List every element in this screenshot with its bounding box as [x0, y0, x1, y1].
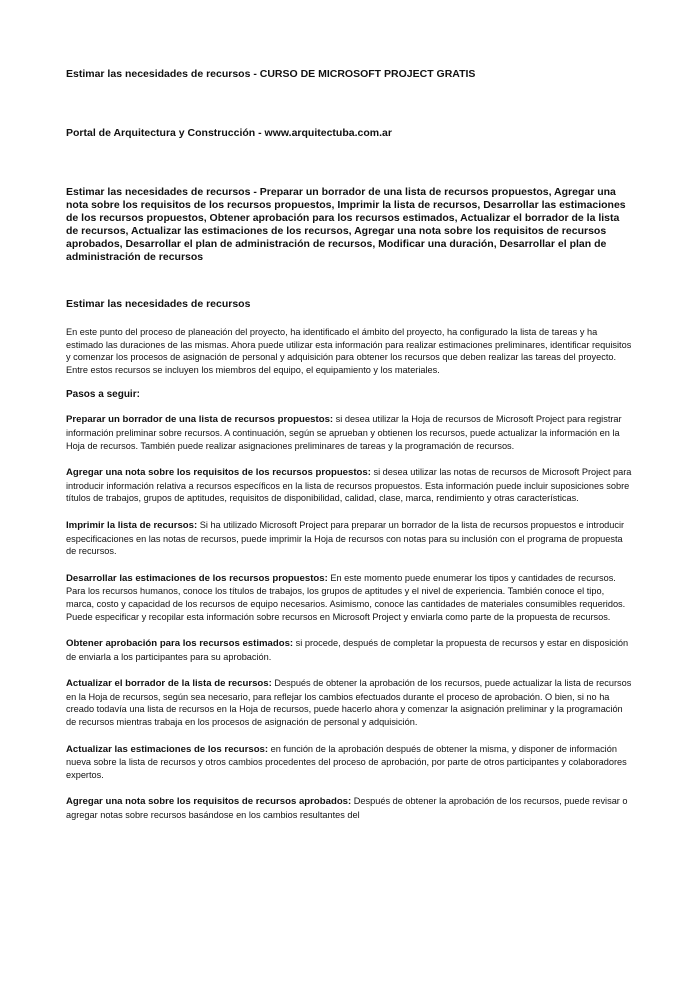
step-title: Actualizar las estimaciones de los recursos:: [66, 743, 269, 755]
document-body: [66, 298, 632, 836]
step-item: [66, 413, 632, 452]
steps-heading: Pasos a seguir:: [66, 389, 140, 401]
intro-paragraph: En este punto del proceso de planeación del proyecto, ha identificado el ámbito del proyecto, ha configurado la lista de tareas y ha estimado las duraciones de las mismas. Ahora puede utilizar esta información para realizar estimaciones preliminares, identificar requisitos y comenzar los procesos de asignación de personal y adquisición para obtener los recursos que deben realizar las tareas del proyecto. Entre estos recursos se incluyen los miembros del equipo, el equipamiento y los materiales.: [66, 327, 632, 375]
step-title: Agregar una nota sobre los requisitos de recursos aprobados:: [66, 796, 352, 808]
step-item: [66, 637, 632, 663]
step-item: [66, 795, 632, 821]
step-item: [66, 519, 632, 558]
section-heading: Estimar las necesidades de recursos: [66, 298, 251, 310]
summary-paragraph: Estimar las necesidades de recursos - Preparar un borrador de una lista de recursos propuestos, Agregar una nota sobre los requisitos de los recursos propuestos, Imprimir la lista de recursos, Desarrollar las estimaciones de los recursos propuestos, Obtener aprobación para los recursos estimados, Actualizar el borrador de la lista de recursos, Actualizar las estimaciones de los recursos, Agregar una nota sobre los requisitos de recursos aprobados, Desarrollar el plan de administración de recursos, Modificar una duración, Desarrollar el plan de administración de recursos: [66, 186, 626, 263]
portal-line: Portal de Arquitectura y Construcción - www.arquitectuba.com.ar: [66, 127, 392, 139]
step-text: si procede, después de completar la propuesta de recursos y estar en disposición de enviarla a los participantes para su aprobación.: [66, 638, 629, 662]
step-item: [66, 743, 632, 782]
step-item: [66, 677, 632, 728]
step-item: [66, 572, 632, 623]
step-title: Imprimir la lista de recursos:: [66, 519, 198, 531]
step-text: en función de la aprobación después de obtener la misma, y disponer de información nueva sobre la lista de recursos y otros cambios procedentes del proceso de aprobación, por parte de otros participantes y colaboradores expertos.: [66, 743, 627, 780]
step-title: Desarrollar las estimaciones de los recursos propuestos:: [66, 572, 328, 584]
step-text: Después de obtener la aprobación de los recursos, puede actualizar la lista de recursos en la Hoja de recursos, según sea necesario, para reflejar los cambios efectuados durante el proceso de aprobación. O bien, si no ha creado todavía una lista de recursos en la Hoja de recursos, puede hacerlo ahora y comenzar la asignación preliminar y la programación de recursos mientras trabaja en los procesos de asignación de personal y adquisición.: [66, 678, 632, 728]
step-title: Obtener aprobación para los recursos estimados:: [66, 638, 294, 650]
step-text: En este momento puede enumerar los tipos y cantidades de recursos. Para los recursos humanos, conoce los títulos de trabajos, los grupos de aptitudes y el nivel de experiencia. También conoce el tipo, marca, costo y capacidad de los recursos de equipo necesarios. Asimismo, conoce las cantidades de materiales consumibles requeridos. Puede especificar y recopilar esta información sobre recursos en Microsoft Project y enviarla como parte de la propuesta de recursos.: [66, 572, 626, 622]
step-title: Preparar un borrador de una lista de recursos propuestos:: [66, 414, 334, 426]
step-title: Actualizar el borrador de la lista de recursos:: [66, 678, 272, 690]
step-text: Después de obtener la aprobación de los recursos, puede revisar o agregar notas sobre recursos basándose en los cambios resultantes del: [66, 796, 628, 821]
document-title: Estimar las necesidades de recursos - CURSO DE MICROSOFT PROJECT GRATIS: [66, 68, 476, 80]
step-title: Agregar una nota sobre los requisitos de los recursos propuestos:: [66, 467, 371, 479]
step-text: si desea utilizar las notas de recursos de Microsoft Project para introducir información relativa a recursos específicos en la lista de recursos propuestos. Esta información puede incluir suposiciones sobre títulos de trabajos, grupos de aptitudes, requisitos de disponibilidad, calidad, clase, marca, rendimiento y otras características.: [66, 467, 632, 504]
step-text: Si ha utilizado Microsoft Project para preparar un borrador de la lista de recursos propuestos e introducir especificaciones en las notas de recursos, puede imprimir la Hoja de recursos con notas para su inclusión con el programa de propuesta de recursos.: [66, 519, 625, 557]
step-text: si desea utilizar la Hoja de recursos de Microsoft Project para registrar información preliminar sobre recursos. A continuación, según se aprueban y obtienen los recursos, puede actualizar la información en la Hoja de recursos. También puede realizar asignaciones preliminares de tareas y la programación de recursos.: [66, 414, 622, 451]
step-item: [66, 466, 632, 505]
